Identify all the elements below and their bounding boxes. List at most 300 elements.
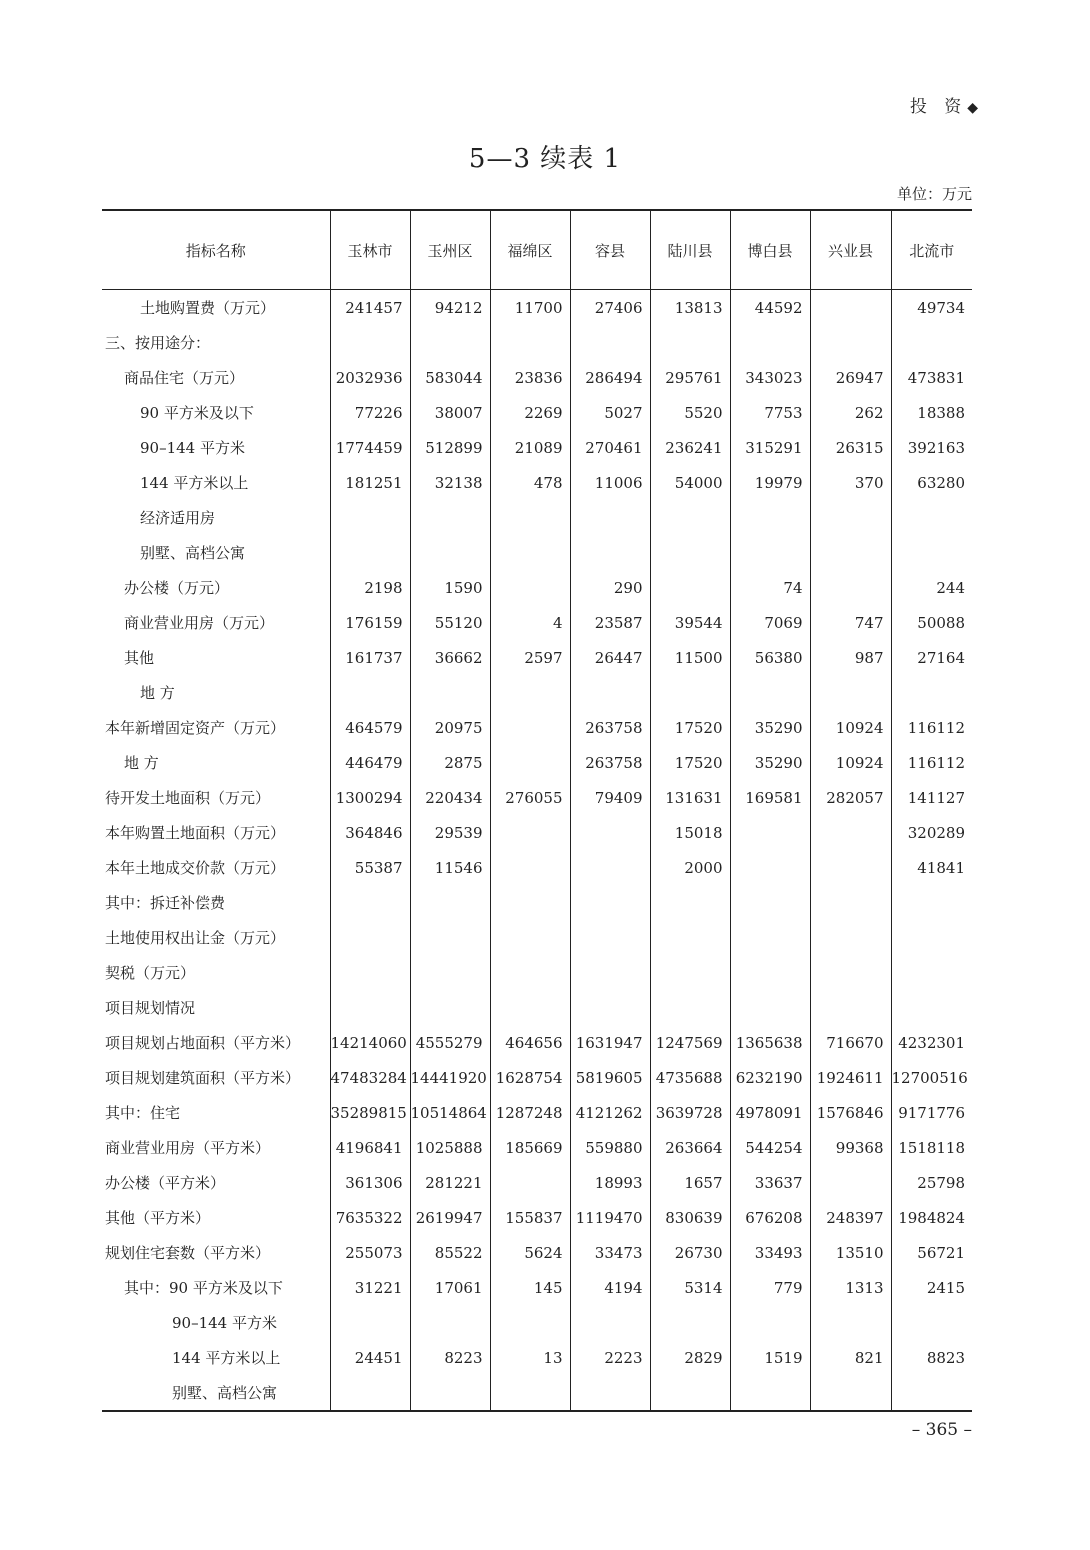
- cell-value: 79409: [570, 780, 650, 815]
- cell-value: [810, 535, 891, 570]
- cell-value: [810, 850, 891, 885]
- cell-value: 14214060: [330, 1025, 410, 1060]
- table-row: [102, 780, 972, 815]
- cell-value: [730, 955, 810, 990]
- cell-value: [650, 1305, 730, 1340]
- cell-value: 4196841: [330, 1130, 410, 1165]
- row-label: 其中：拆迁补偿费: [105, 894, 226, 912]
- cell-value: [490, 1165, 570, 1200]
- cell-value: 11006: [570, 465, 650, 500]
- cell-value: 270461: [570, 430, 650, 465]
- cell-value: 248397: [810, 1200, 891, 1235]
- cell-value: 5314: [650, 1270, 730, 1305]
- cell-value: [330, 535, 410, 570]
- cell-value: 2000: [650, 850, 730, 885]
- table-row: [102, 1025, 972, 1060]
- cell-value: 4555279: [410, 1025, 490, 1060]
- cell-value: 15018: [650, 815, 730, 850]
- cell-value: [730, 850, 810, 885]
- row-label: 办公楼（万元）: [124, 579, 230, 597]
- row-label: 经济适用房: [140, 509, 216, 527]
- cell-value: 10924: [810, 745, 891, 780]
- cell-value: 169581: [730, 780, 810, 815]
- row-label: 本年土地成交价款（万元）: [105, 859, 286, 877]
- cell-value: 5819605: [570, 1060, 650, 1095]
- cell-value: 1984824: [891, 1200, 972, 1235]
- cell-value: [891, 885, 972, 920]
- cell-value: 1576846: [810, 1095, 891, 1130]
- row-label: 90 平方米及以下: [140, 404, 254, 422]
- cell-value: 10924: [810, 710, 891, 745]
- cell-value: 392163: [891, 430, 972, 465]
- cell-value: [490, 990, 570, 1025]
- cell-value: [410, 990, 490, 1025]
- cell-value: 31221: [330, 1270, 410, 1305]
- row-label: 144 平方米以上: [140, 474, 249, 492]
- cell-value: 161737: [330, 640, 410, 675]
- cell-value: 290: [570, 570, 650, 605]
- row-label: 其他（平方米）: [105, 1209, 211, 1227]
- cell-value: [570, 675, 650, 710]
- cell-value: 116112: [891, 745, 972, 780]
- table-row: [102, 290, 972, 326]
- cell-value: [650, 570, 730, 605]
- cell-value: [330, 920, 410, 955]
- cell-value: 74: [730, 570, 810, 605]
- row-label: 本年购置土地面积（万元）: [105, 824, 286, 842]
- cell-value: 27164: [891, 640, 972, 675]
- cell-value: 5624: [490, 1235, 570, 1270]
- cell-value: 559880: [570, 1130, 650, 1165]
- cell-value: 1519: [730, 1340, 810, 1375]
- cell-value: [570, 955, 650, 990]
- row-label: 本年新增固定资产（万元）: [105, 719, 286, 737]
- cell-value: 26447: [570, 640, 650, 675]
- table-row: [102, 325, 972, 360]
- cell-value: 263758: [570, 710, 650, 745]
- cell-value: 236241: [650, 430, 730, 465]
- cell-value: [891, 955, 972, 990]
- cell-value: 39544: [650, 605, 730, 640]
- cell-value: [650, 955, 730, 990]
- cell-value: 77226: [330, 395, 410, 430]
- cell-value: [570, 990, 650, 1025]
- cell-value: [570, 1375, 650, 1411]
- cell-value: [570, 850, 650, 885]
- cell-value: 1590: [410, 570, 490, 605]
- cell-value: 281221: [410, 1165, 490, 1200]
- row-label: 土地购置费（万元）: [140, 299, 276, 317]
- row-label: 地 方: [140, 684, 175, 702]
- row-label: 144 平方米以上: [172, 1349, 281, 1367]
- cell-value: 315291: [730, 430, 810, 465]
- cell-value: [810, 990, 891, 1025]
- table-row: [102, 465, 972, 500]
- cell-value: [730, 535, 810, 570]
- cell-value: [570, 1305, 650, 1340]
- cell-value: 12700516: [891, 1060, 972, 1095]
- cell-value: 241457: [330, 290, 410, 326]
- cell-value: [810, 290, 891, 326]
- cell-value: 263664: [650, 1130, 730, 1165]
- table-row: [102, 605, 972, 640]
- cell-value: [810, 1375, 891, 1411]
- cell-value: 13813: [650, 290, 730, 326]
- cell-value: 1119470: [570, 1200, 650, 1235]
- page-number: – 365 –: [911, 1420, 972, 1440]
- cell-value: 1300294: [330, 780, 410, 815]
- cell-value: 1025888: [410, 1130, 490, 1165]
- cell-value: 18993: [570, 1165, 650, 1200]
- cell-value: 155837: [490, 1200, 570, 1235]
- cell-value: [490, 885, 570, 920]
- cell-value: 2829: [650, 1340, 730, 1375]
- cell-value: [810, 920, 891, 955]
- cell-value: 85522: [410, 1235, 490, 1270]
- cell-value: [490, 955, 570, 990]
- cell-value: [650, 675, 730, 710]
- table-row: [102, 1270, 972, 1305]
- table-row: [102, 1060, 972, 1095]
- cell-value: 7635322: [330, 1200, 410, 1235]
- cell-value: 716670: [810, 1025, 891, 1060]
- cell-value: [891, 1305, 972, 1340]
- cell-value: 17520: [650, 745, 730, 780]
- table-body: [102, 290, 972, 1412]
- row-label: 其中：90 平方米及以下: [124, 1279, 283, 1297]
- cell-value: [730, 1305, 810, 1340]
- table-row: [102, 1305, 972, 1340]
- cell-value: [490, 815, 570, 850]
- cell-value: [330, 955, 410, 990]
- cell-value: [330, 1305, 410, 1340]
- cell-value: [650, 535, 730, 570]
- cell-value: 35289815: [330, 1095, 410, 1130]
- cell-value: [410, 885, 490, 920]
- table-row: [102, 955, 972, 990]
- cell-value: [490, 570, 570, 605]
- table-row: [102, 675, 972, 710]
- table-row: [102, 395, 972, 430]
- unit-label: 单位：万元: [896, 185, 972, 203]
- cell-value: 343023: [730, 360, 810, 395]
- cell-value: 47483284: [330, 1060, 410, 1095]
- running-header: [910, 92, 978, 117]
- cell-value: [490, 920, 570, 955]
- cell-value: 583044: [410, 360, 490, 395]
- cell-value: 23836: [490, 360, 570, 395]
- cell-value: 145: [490, 1270, 570, 1305]
- cell-value: [891, 535, 972, 570]
- cell-value: 6232190: [730, 1060, 810, 1095]
- cell-value: [330, 1375, 410, 1411]
- cell-value: [730, 815, 810, 850]
- cell-value: 4735688: [650, 1060, 730, 1095]
- header-row: [102, 210, 972, 290]
- cell-value: 19979: [730, 465, 810, 500]
- cell-value: 131631: [650, 780, 730, 815]
- cell-value: 544254: [730, 1130, 810, 1165]
- statistics-table: [102, 209, 972, 1412]
- cell-value: 361306: [330, 1165, 410, 1200]
- cell-value: 1365638: [730, 1025, 810, 1060]
- cell-value: [410, 1375, 490, 1411]
- cell-value: 1287248: [490, 1095, 570, 1130]
- cell-value: [330, 500, 410, 535]
- cell-value: 13510: [810, 1235, 891, 1270]
- cell-value: 25798: [891, 1165, 972, 1200]
- cell-value: 32138: [410, 465, 490, 500]
- section-name: 投 资: [909, 97, 968, 117]
- cell-value: 220434: [410, 780, 490, 815]
- cell-value: 276055: [490, 780, 570, 815]
- table-row: [102, 745, 972, 780]
- cell-value: 263758: [570, 745, 650, 780]
- cell-value: 11500: [650, 640, 730, 675]
- cell-value: [891, 1375, 972, 1411]
- cell-value: 370: [810, 465, 891, 500]
- cell-value: 1628754: [490, 1060, 570, 1095]
- cell-value: 2597: [490, 640, 570, 675]
- cell-value: 2223: [570, 1340, 650, 1375]
- cell-value: 26315: [810, 430, 891, 465]
- cell-value: 36662: [410, 640, 490, 675]
- table-row: [102, 990, 972, 1025]
- cell-value: [891, 500, 972, 535]
- cell-value: [650, 920, 730, 955]
- cell-value: 7069: [730, 605, 810, 640]
- cell-value: 33473: [570, 1235, 650, 1270]
- cell-value: [810, 885, 891, 920]
- column-header: 玉州区: [410, 210, 490, 290]
- table-row: [102, 710, 972, 745]
- table-row: [102, 570, 972, 605]
- cell-value: [570, 500, 650, 535]
- table-row: [102, 1165, 972, 1200]
- cell-value: [330, 885, 410, 920]
- cell-value: 2269: [490, 395, 570, 430]
- cell-value: [730, 675, 810, 710]
- cell-value: 5027: [570, 395, 650, 430]
- cell-value: 94212: [410, 290, 490, 326]
- cell-value: 2415: [891, 1270, 972, 1305]
- cell-value: 2875: [410, 745, 490, 780]
- diamond-icon: ◆: [967, 100, 978, 116]
- table-row: [102, 1235, 972, 1270]
- row-label: 契税（万元）: [105, 964, 196, 982]
- cell-value: 55120: [410, 605, 490, 640]
- cell-value: [810, 1305, 891, 1340]
- cell-value: [810, 1165, 891, 1200]
- cell-value: 176159: [330, 605, 410, 640]
- table-row: [102, 815, 972, 850]
- column-header: 陆川县: [650, 210, 730, 290]
- column-header: 福绵区: [490, 210, 570, 290]
- cell-value: 33637: [730, 1165, 810, 1200]
- cell-value: [810, 955, 891, 990]
- cell-value: 1518118: [891, 1130, 972, 1165]
- cell-value: [490, 500, 570, 535]
- cell-value: 676208: [730, 1200, 810, 1235]
- cell-value: 1631947: [570, 1025, 650, 1060]
- cell-value: 8223: [410, 1340, 490, 1375]
- table-row: [102, 1095, 972, 1130]
- cell-value: [891, 920, 972, 955]
- cell-value: 24451: [330, 1340, 410, 1375]
- cell-value: 2198: [330, 570, 410, 605]
- cell-value: 2619947: [410, 1200, 490, 1235]
- cell-value: 13: [490, 1340, 570, 1375]
- cell-value: 286494: [570, 360, 650, 395]
- cell-value: 282057: [810, 780, 891, 815]
- cell-value: 464579: [330, 710, 410, 745]
- cell-value: 3639728: [650, 1095, 730, 1130]
- cell-value: 38007: [410, 395, 490, 430]
- row-label: 土地使用权出让金（万元）: [105, 929, 286, 947]
- cell-value: [650, 990, 730, 1025]
- cell-value: [410, 500, 490, 535]
- cell-value: 27406: [570, 290, 650, 326]
- cell-value: 23587: [570, 605, 650, 640]
- cell-value: 41841: [891, 850, 972, 885]
- cell-value: 262: [810, 395, 891, 430]
- row-label: 办公楼（平方米）: [105, 1174, 226, 1192]
- cell-value: [810, 500, 891, 535]
- cell-value: [490, 1375, 570, 1411]
- table-row: [102, 920, 972, 955]
- row-label: 项目规划建筑面积（平方米）: [105, 1069, 301, 1087]
- cell-value: 1774459: [330, 430, 410, 465]
- cell-value: [330, 990, 410, 1025]
- cell-value: [730, 325, 810, 360]
- cell-value: 4232301: [891, 1025, 972, 1060]
- cell-value: 987: [810, 640, 891, 675]
- cell-value: [810, 815, 891, 850]
- table-row: [102, 640, 972, 675]
- cell-value: 116112: [891, 710, 972, 745]
- table-row: [102, 850, 972, 885]
- cell-value: 446479: [330, 745, 410, 780]
- cell-value: 821: [810, 1340, 891, 1375]
- cell-value: [330, 675, 410, 710]
- cell-value: [570, 535, 650, 570]
- cell-value: 49734: [891, 290, 972, 326]
- table-row: [102, 1340, 972, 1375]
- cell-value: 2032936: [330, 360, 410, 395]
- cell-value: 473831: [891, 360, 972, 395]
- cell-value: [810, 570, 891, 605]
- cell-value: 18388: [891, 395, 972, 430]
- cell-value: 5520: [650, 395, 730, 430]
- column-header: 玉林市: [330, 210, 410, 290]
- cell-value: 50088: [891, 605, 972, 640]
- cell-value: 1657: [650, 1165, 730, 1200]
- cell-value: [650, 1375, 730, 1411]
- cell-value: [410, 955, 490, 990]
- cell-value: [891, 325, 972, 360]
- row-label: 规划住宅套数（平方米）: [105, 1244, 271, 1262]
- row-label: 90–144 平方米: [172, 1314, 277, 1332]
- row-label: 商业营业用房（平方米）: [105, 1139, 271, 1157]
- cell-value: 56380: [730, 640, 810, 675]
- cell-value: [330, 325, 410, 360]
- column-header-indicator: 指标名称: [102, 210, 330, 290]
- table-row: [102, 500, 972, 535]
- column-header: 北流市: [891, 210, 972, 290]
- cell-value: 779: [730, 1270, 810, 1305]
- cell-value: 7753: [730, 395, 810, 430]
- row-label: 待开发土地面积（万元）: [105, 789, 271, 807]
- row-label: 商品住宅（万元）: [124, 369, 245, 387]
- cell-value: 464656: [490, 1025, 570, 1060]
- cell-value: 11546: [410, 850, 490, 885]
- cell-value: 1313: [810, 1270, 891, 1305]
- cell-value: 99368: [810, 1130, 891, 1165]
- cell-value: 512899: [410, 430, 490, 465]
- cell-value: 4194: [570, 1270, 650, 1305]
- cell-value: 17520: [650, 710, 730, 745]
- cell-value: 830639: [650, 1200, 730, 1235]
- cell-value: [891, 990, 972, 1025]
- cell-value: 478: [490, 465, 570, 500]
- row-label: 地 方: [124, 754, 159, 772]
- cell-value: 185669: [490, 1130, 570, 1165]
- cell-value: [730, 500, 810, 535]
- cell-value: 21089: [490, 430, 570, 465]
- cell-value: [490, 1305, 570, 1340]
- cell-value: 141127: [891, 780, 972, 815]
- table-row: [102, 1130, 972, 1165]
- table-row: [102, 535, 972, 570]
- cell-value: [650, 500, 730, 535]
- row-label: 别墅、高档公寓: [140, 544, 246, 562]
- cell-value: 364846: [330, 815, 410, 850]
- cell-value: [410, 675, 490, 710]
- cell-value: 55387: [330, 850, 410, 885]
- table-row: [102, 360, 972, 395]
- cell-value: [490, 850, 570, 885]
- cell-value: 35290: [730, 745, 810, 780]
- cell-value: 11700: [490, 290, 570, 326]
- cell-value: 4978091: [730, 1095, 810, 1130]
- table-title: 5—3 续表 1: [468, 144, 622, 174]
- cell-value: 56721: [891, 1235, 972, 1270]
- cell-value: [730, 920, 810, 955]
- row-label: 项目规划占地面积（平方米）: [105, 1034, 301, 1052]
- cell-value: 295761: [650, 360, 730, 395]
- cell-value: [410, 535, 490, 570]
- cell-value: [490, 710, 570, 745]
- cell-value: [490, 675, 570, 710]
- column-header: 博白县: [730, 210, 810, 290]
- cell-value: 14441920: [410, 1060, 490, 1095]
- cell-value: [570, 815, 650, 850]
- cell-value: 320289: [891, 815, 972, 850]
- cell-value: 10514864: [410, 1095, 490, 1130]
- row-label: 商业营业用房（万元）: [124, 614, 275, 632]
- cell-value: 26947: [810, 360, 891, 395]
- cell-value: 33493: [730, 1235, 810, 1270]
- cell-value: 8823: [891, 1340, 972, 1375]
- cell-value: [570, 885, 650, 920]
- cell-value: [410, 920, 490, 955]
- cell-value: 29539: [410, 815, 490, 850]
- row-label: 90–144 平方米: [140, 439, 245, 457]
- cell-value: [490, 745, 570, 780]
- cell-value: [650, 325, 730, 360]
- table-row: [102, 1200, 972, 1235]
- cell-value: [891, 675, 972, 710]
